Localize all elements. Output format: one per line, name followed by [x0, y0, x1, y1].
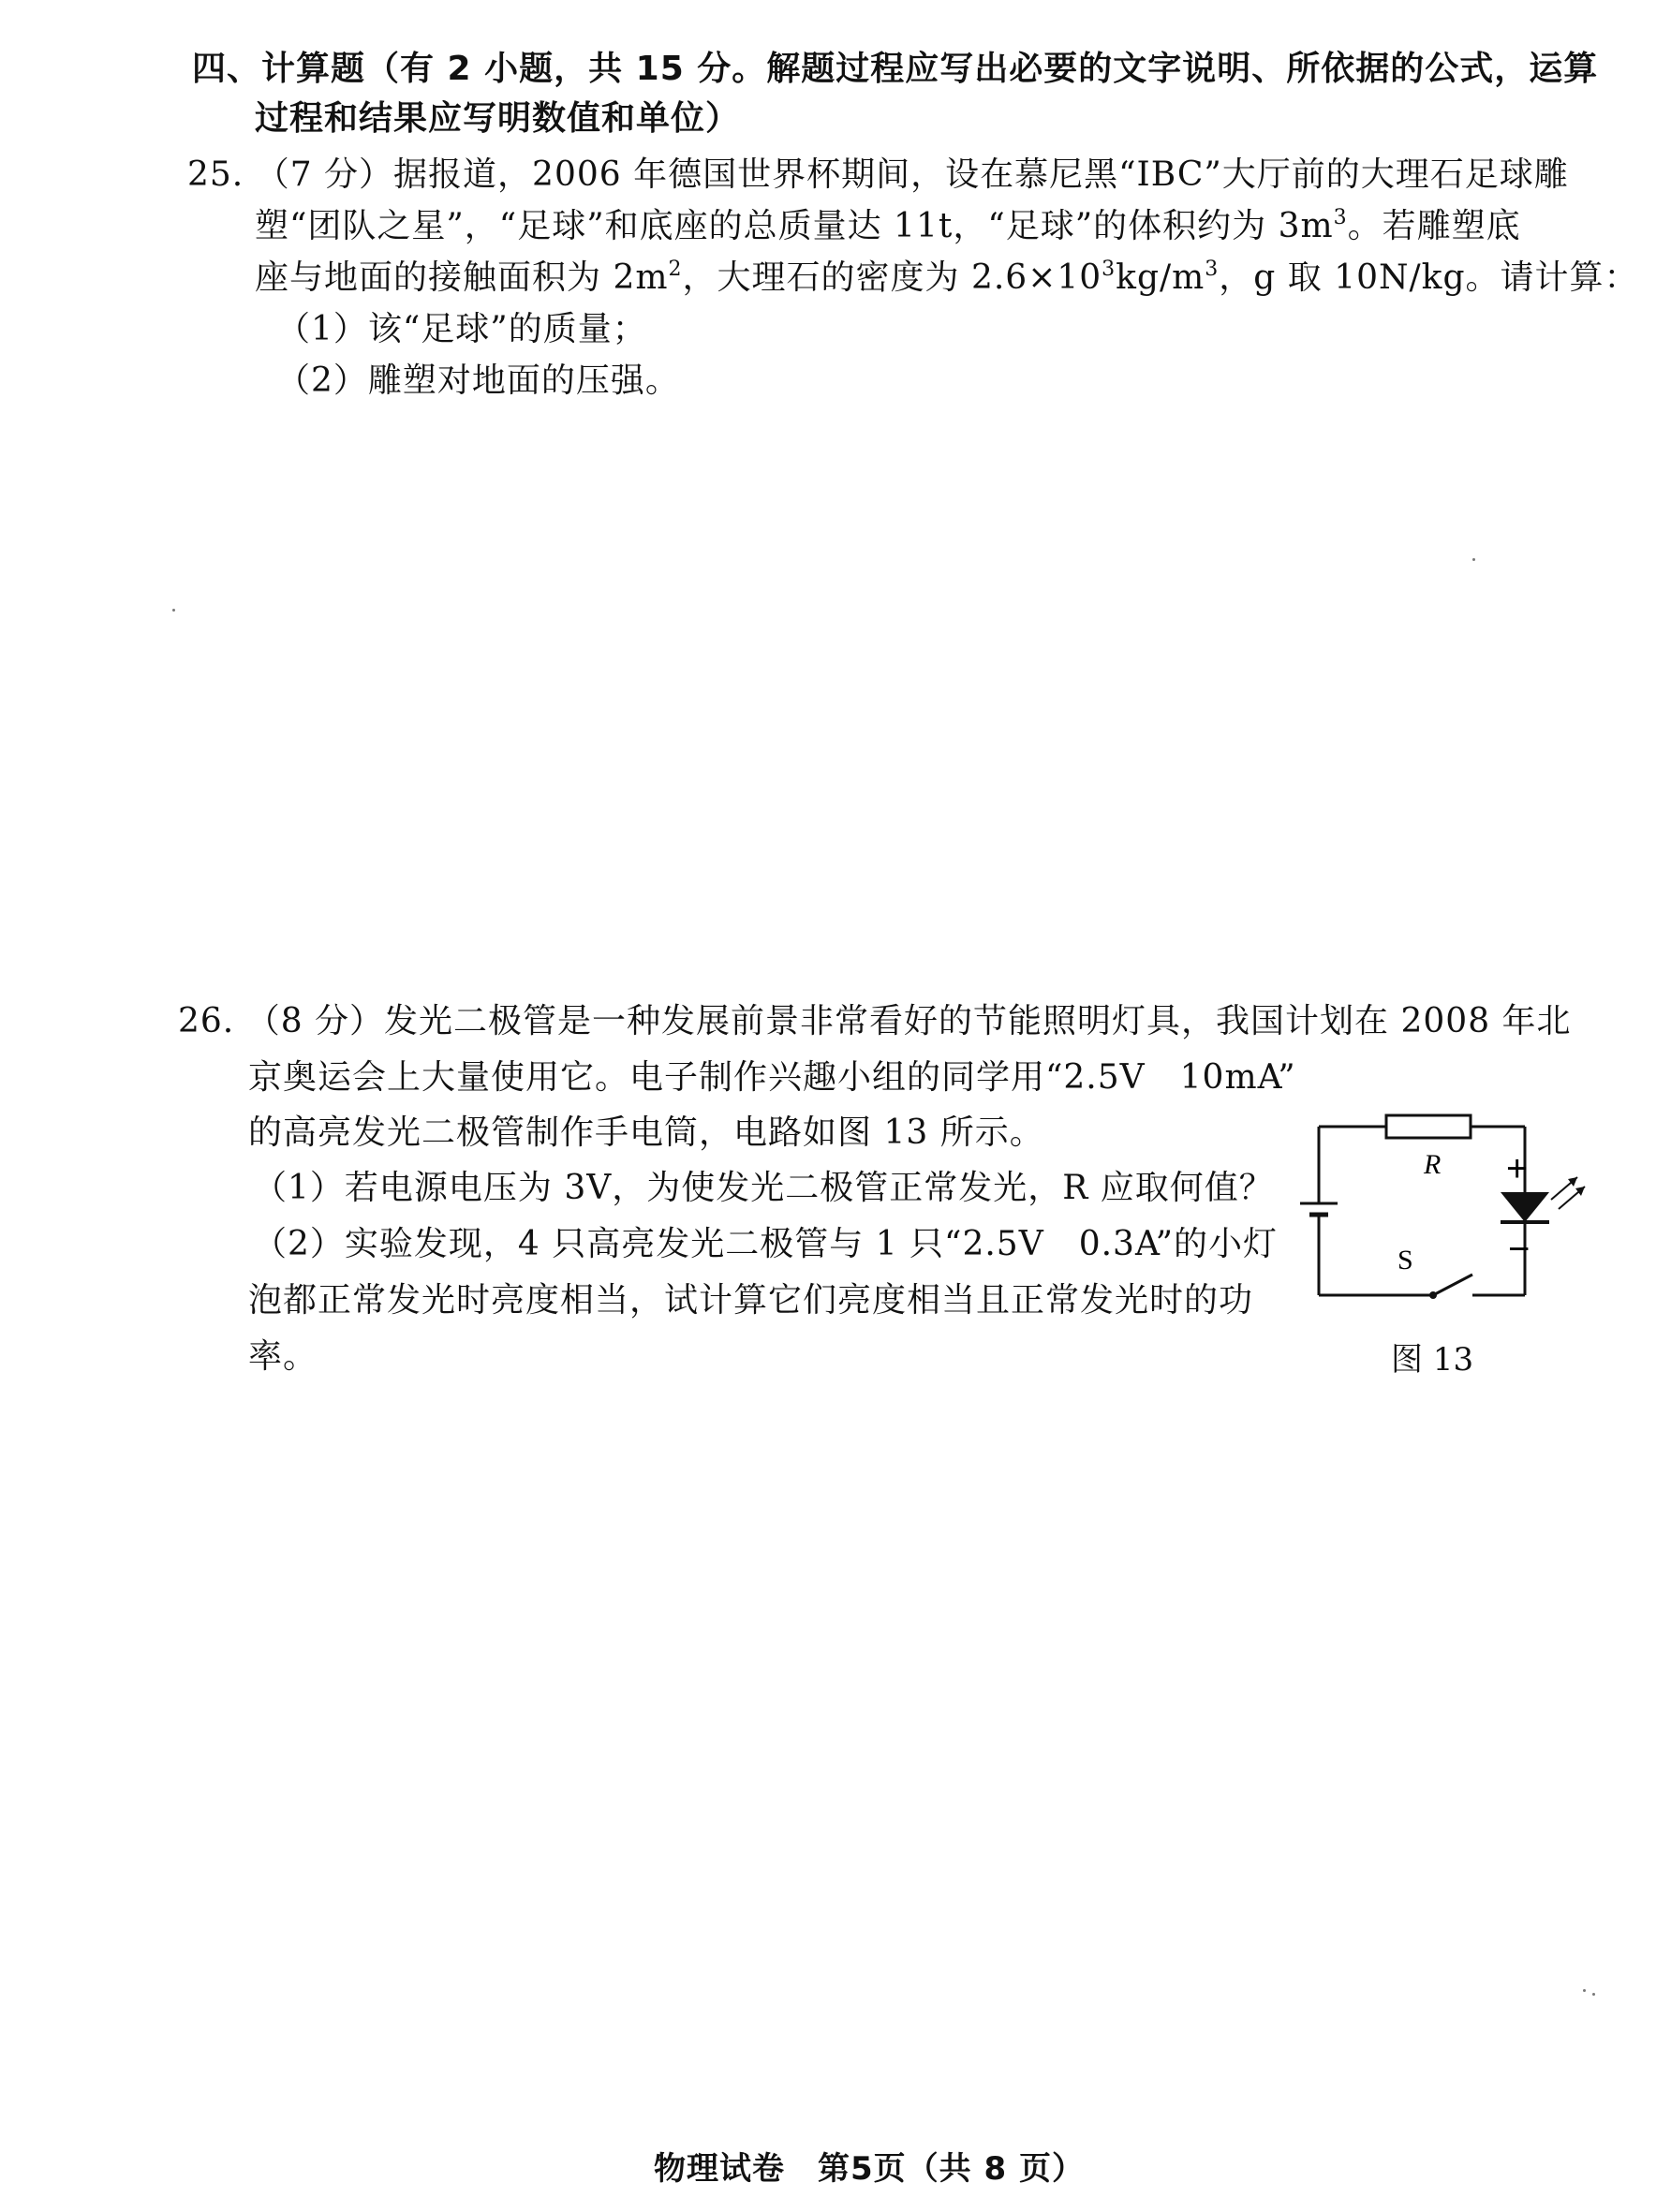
- q25-line3: 座与地面的接触面积为 $2m^2$，大理石的密度为 $2.6\times 10^3kg/m^3$，g 取 10N/kg。请计算：: [255, 258, 1639, 297]
- section-heading-cont: 过程和结果应写明数值和单位）: [255, 99, 741, 138]
- minus-label: −: [1508, 1229, 1531, 1270]
- q26-sub2-line2: 泡都正常发光时亮度相当，试计算它们亮度相当且正常发光时的功: [248, 1281, 1254, 1320]
- resistor: [1386, 1115, 1471, 1138]
- scan-speck: [1472, 558, 1475, 561]
- q26-line1: 26. （8 分）发光二极管是一种发展前景非常看好的节能照明灯具，我国计划在 2008 年北: [178, 1002, 1572, 1040]
- figure-caption: 图 13: [1391, 1341, 1474, 1379]
- scan-speck: [172, 609, 175, 612]
- q26-line2: 京奥运会上大量使用它。电子制作兴趣小组的同学用“2.5V 10mA”: [248, 1058, 1296, 1097]
- section-heading: 四、计算题（有 2 小题，共 15 分。解题过程应写出必要的文字说明、所依据的公式，运算: [192, 50, 1599, 88]
- q26-line3: 的高亮发光二极管制作手电筒，电路如图 13 所示。: [248, 1113, 1044, 1152]
- circuit-diagram: [1293, 1110, 1602, 1316]
- resistor-label: R: [1424, 1149, 1442, 1180]
- q25-sub1: （1）该“足球”的质量；: [276, 310, 647, 348]
- plus-label: +: [1506, 1148, 1529, 1189]
- page-footer: 物理试卷 第5页（共 8 页）: [654, 2150, 1085, 2188]
- q26-sub1: （1）若电源电压为 3V，为使发光二极管正常发光，R 应取何值？: [253, 1169, 1274, 1207]
- scan-speck: [1592, 1993, 1595, 1996]
- switch-label: S: [1397, 1245, 1413, 1276]
- q26-sub2-line1: （2）实验发现，4 只高亮发光二极管与 1 只“2.5V 0.3A”的小灯: [253, 1225, 1279, 1263]
- q25-line2: 塑“团队之星”，“足球”和底座的总质量达 11t，“足球”的体积约为 $3m^3$。若雕塑底: [255, 206, 1521, 245]
- led-triangle: [1501, 1192, 1549, 1222]
- switch-pivot: [1429, 1291, 1437, 1299]
- switch-blade: [1433, 1275, 1472, 1295]
- q25-line1: 25. （7 分）据报道，2006 年德国世界杯期间，设在慕尼黑“IBC”大厅前的大理石足球雕: [187, 155, 1569, 194]
- scan-speck: [1583, 1989, 1586, 1992]
- q26-sub2-line3: 率。: [248, 1337, 318, 1376]
- q25-sub2: （2）雕塑对地面的压强。: [276, 361, 680, 400]
